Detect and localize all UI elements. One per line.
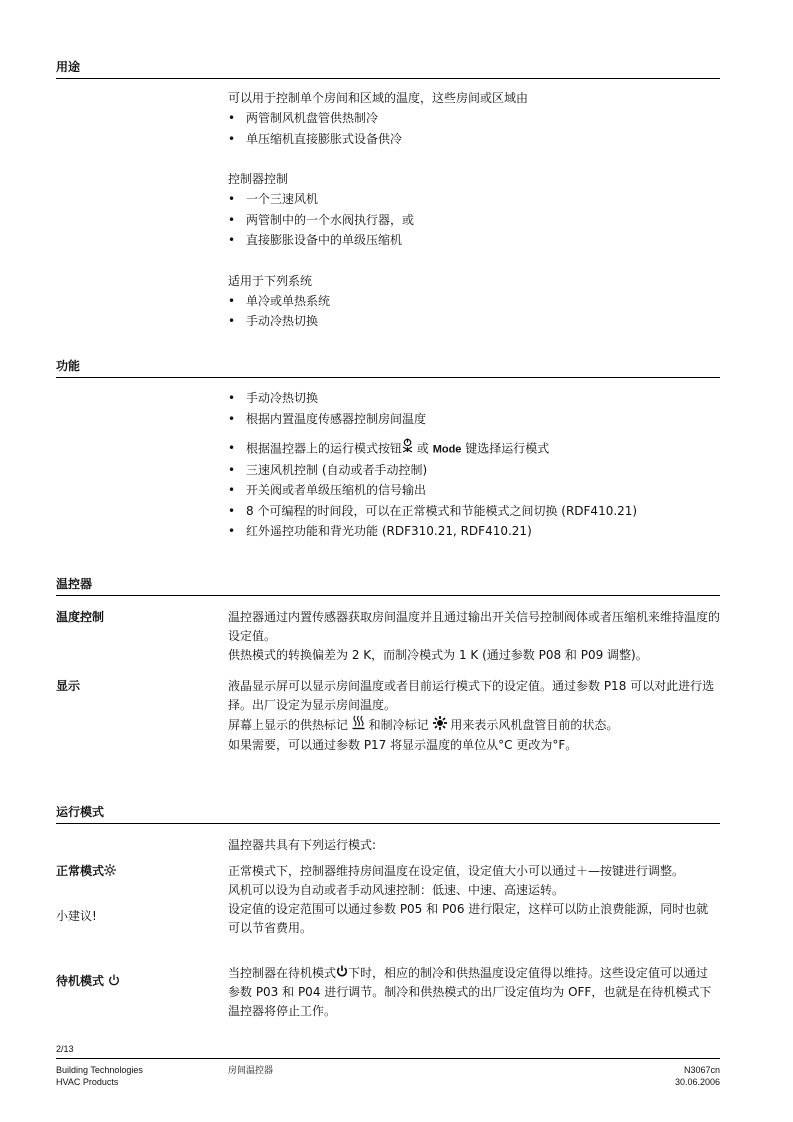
display-text xyxy=(228,677,720,755)
usage-intro-1: 可以用于控制单个房间和区域的温度，这些房间或区域由 xyxy=(228,91,529,105)
section-divider xyxy=(56,377,720,378)
text: 键选择运行模式 xyxy=(465,441,550,456)
section-divider xyxy=(56,595,720,596)
mode-key-label: Mode xyxy=(432,443,462,456)
usage-list-2 xyxy=(228,189,720,251)
cooling-icon xyxy=(433,716,447,736)
standby-mode-label xyxy=(56,972,120,991)
footer-divider xyxy=(56,1058,720,1059)
company-line: Building Technologies xyxy=(56,1065,143,1075)
modes-intro: 温控器共具有下列运行模式: xyxy=(228,838,377,852)
text: 屏幕上显示的供热标记 xyxy=(228,718,349,732)
list-item: • 三速风机控制 (自动或者手动控制) xyxy=(228,460,720,481)
usage-block xyxy=(228,89,720,332)
paragraph xyxy=(228,715,720,736)
usage-intro-3: 适用于下列系统 xyxy=(228,273,313,288)
paragraph xyxy=(228,964,720,1021)
list-item: • 一个三速风机 xyxy=(228,189,720,210)
sun-icon xyxy=(104,863,116,881)
footer-doc-title: 房间温控器 xyxy=(228,1065,274,1075)
text: 正常模式 xyxy=(56,864,105,878)
power-mode-button-icon xyxy=(402,438,413,460)
section-title-thermostat: 温控器 xyxy=(56,577,93,591)
paragraph: 如果需要，可以通过参数 P17 将显示温度的单位从°C 更改为°F。 xyxy=(228,738,578,752)
normal-mode-label xyxy=(56,862,116,881)
list-item xyxy=(228,438,720,460)
text: 待机模式 xyxy=(56,974,105,988)
section-divider xyxy=(56,78,720,79)
temp-control-text xyxy=(228,608,720,665)
power-icon xyxy=(336,964,348,983)
heating-icon xyxy=(352,715,365,736)
functions-block xyxy=(228,388,720,542)
text: 用来表示风机盘管目前的状态。 xyxy=(450,718,619,732)
company-line: HVAC Products xyxy=(56,1077,119,1087)
paragraph: 液晶显示屏可以显示房间温度或者目前运行模式下的设定值。通过参数 P18 可以对此进行选择。出厂设定为显示房间温度。 xyxy=(228,679,715,712)
paragraph: 供热模式的转换偏差为 2 K，而制冷模式为 1 K (通过参数 P08 和 P09 调整)。 xyxy=(228,648,648,662)
doc-number: N3067cn xyxy=(683,1065,720,1075)
list-item: • 红外遥控功能和背光功能 (RDF310.21, RDF410.21) xyxy=(228,521,720,542)
standby-mode-text xyxy=(228,964,720,1021)
doc-date: 30.06.2006 xyxy=(674,1077,720,1087)
footer-doc-info xyxy=(560,1064,720,1088)
usage-list-1 xyxy=(228,108,720,149)
list-item: • 开关阀或者单级压缩机的信号输出 xyxy=(228,480,720,501)
power-icon xyxy=(108,973,120,991)
text: 根据温控器上的运行模式按钮 xyxy=(246,441,403,456)
list-item: • 8 个可编程的时间段，可以在正常模式和节能模式之间切换 (RDF410.21) xyxy=(228,501,720,522)
list-item: • 单冷或单热系统 xyxy=(228,291,720,312)
tip-label: 小建议! xyxy=(56,909,97,923)
normal-mode-text xyxy=(228,862,720,938)
text: 当控制器在待机模式 xyxy=(228,966,337,980)
display-label: 显示 xyxy=(56,679,81,693)
section-divider xyxy=(56,823,720,824)
list-item: • 两管制风机盘管供热制冷 xyxy=(228,108,720,129)
text: 或 xyxy=(416,441,429,456)
paragraph: 温控器通过内置传感器获取房间温度并且通过输出开关信号控制阀体或者压缩机来维持温度的设定值。 xyxy=(228,610,721,643)
text: 下时，相应的制冷和供热温度设定值得以维持。这些设定值可以通过参数 P03 和 P04 进行调节。制冷和供热模式的出厂设定值均为 OFF，也就是在待机模式下温控器将停止工作。 xyxy=(228,966,712,1018)
tip-paragraph: 设定值的设定范围可以通过参数 P05 和 P06 进行限定，这样可以防止浪费能源，同时也就可以节省费用。 xyxy=(228,902,709,935)
list-item: • 直接膨胀设备中的单级压缩机 xyxy=(228,230,720,251)
usage-intro-2: 控制器控制 xyxy=(228,172,289,186)
paragraph: 正常模式下，控制器维持房间温度在设定值，设定值大小可以通过＋—按键进行调整。 xyxy=(228,864,685,878)
list-item: • 根据内置温度传感器控制房间温度 xyxy=(228,409,720,430)
section-title-functions: 功能 xyxy=(56,359,81,373)
text: 和制冷标记 xyxy=(368,718,429,732)
list-item: • 两管制中的一个水阀执行器，或 xyxy=(228,210,720,231)
page-number: 2/13 xyxy=(56,1044,74,1054)
footer-company xyxy=(56,1064,143,1088)
section-title-usage: 用途 xyxy=(56,60,81,74)
functions-list xyxy=(228,388,720,542)
list-item: • 单压缩机直接膨胀式设备供冷 xyxy=(228,129,720,150)
temp-control-label: 温度控制 xyxy=(56,610,105,624)
section-title-modes: 运行模式 xyxy=(56,805,105,819)
usage-list-3 xyxy=(228,291,720,332)
list-item: • 手动冷热切换 xyxy=(228,311,720,332)
paragraph: 风机可以设为自动或者手动风速控制：低速、中速、高速运转。 xyxy=(228,883,565,897)
list-item: • 手动冷热切换 xyxy=(228,388,720,409)
